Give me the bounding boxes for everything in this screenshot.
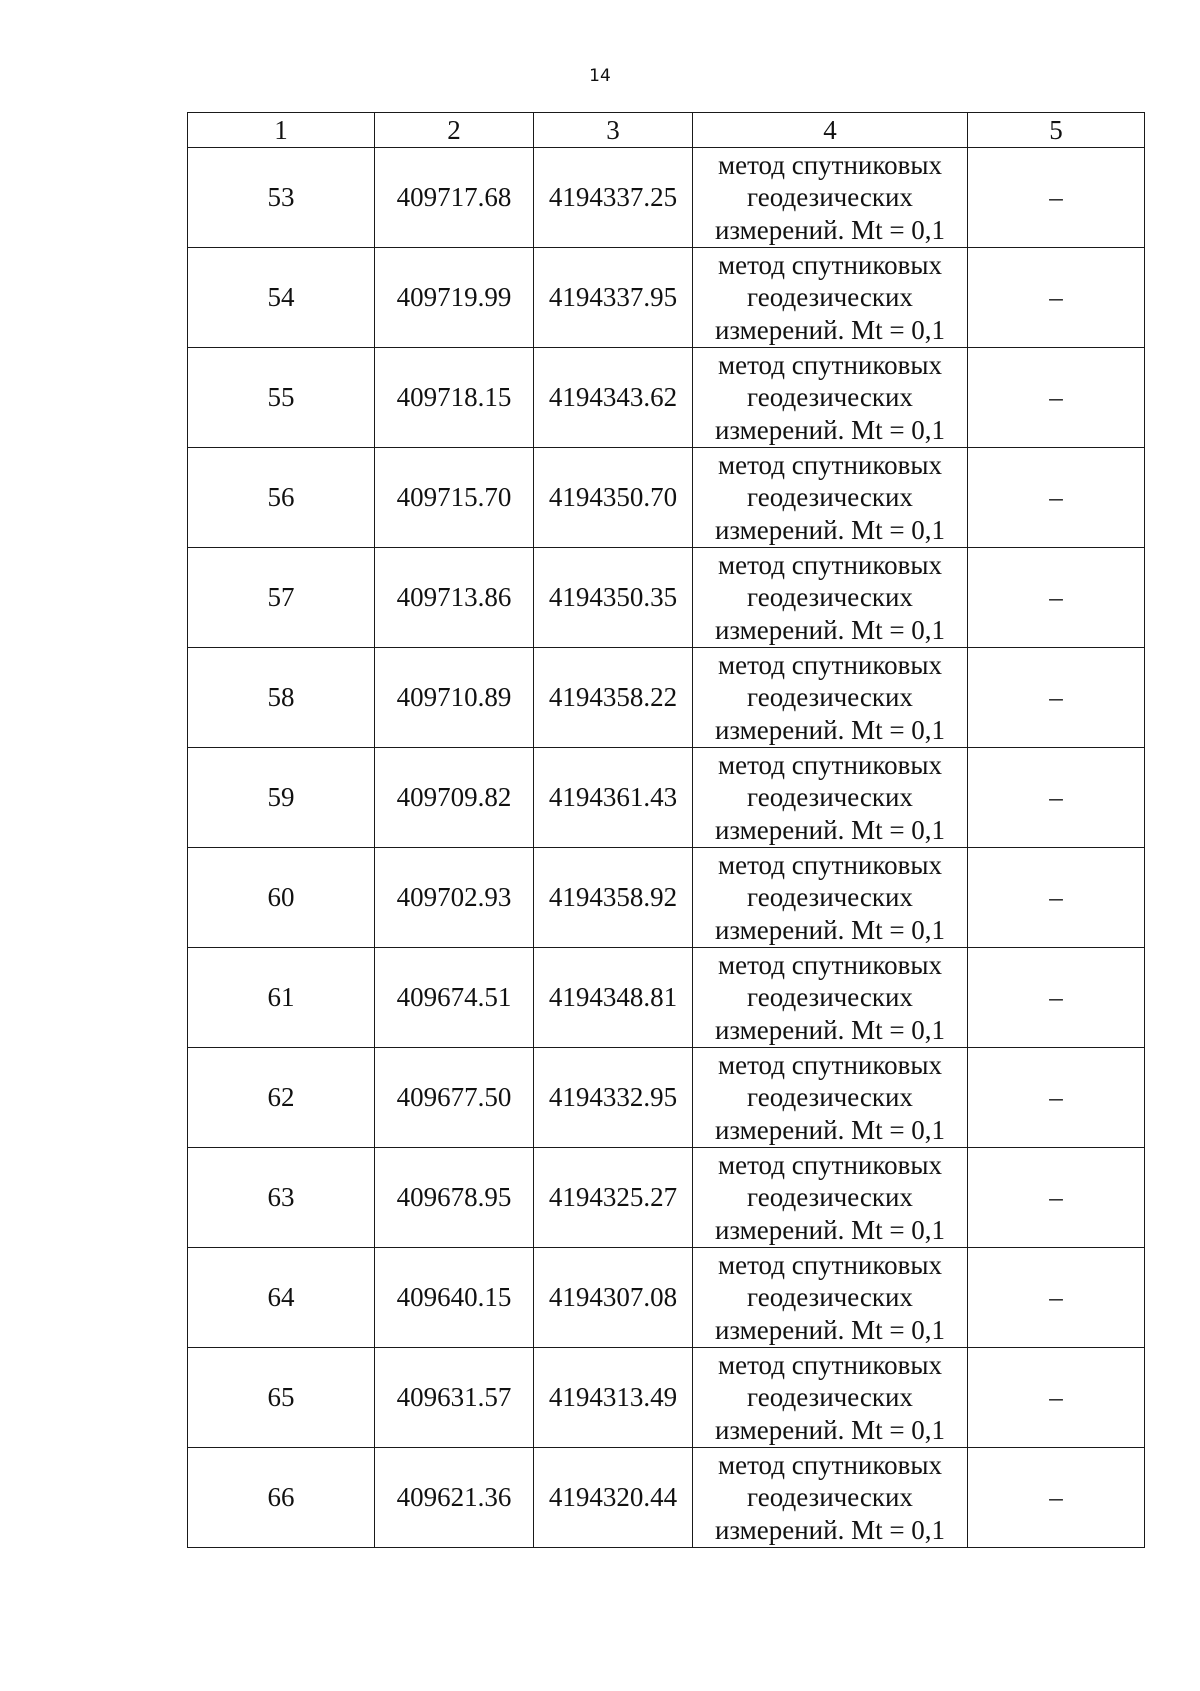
method-cell [693,1448,968,1548]
method-cell [693,1148,968,1248]
note-cell: – [968,248,1145,348]
y-coordinate-cell: 4194358.22 [534,648,693,748]
table-row [188,748,1145,848]
method-cell [693,1348,968,1448]
method-cell [693,348,968,448]
note-cell: – [968,848,1145,948]
y-coordinate-cell: 4194337.25 [534,148,693,248]
note-cell: – [968,648,1145,748]
method-line: метод спутниковых [718,1249,942,1280]
table-row [188,1048,1145,1148]
method-line: метод спутниковых [718,1349,942,1380]
method-line: измерений. Mt = 0,1 [714,1314,946,1345]
column-header-1: 1 [188,113,375,148]
point-number-cell: 66 [188,1448,375,1548]
method-cell [693,548,968,648]
y-coordinate-cell: 4194350.35 [534,548,693,648]
table-row [188,348,1145,448]
table-row [188,1248,1145,1348]
column-header-4: 4 [693,113,968,148]
table-row [188,1348,1145,1448]
x-coordinate-cell: 409713.86 [375,548,534,648]
y-coordinate-cell: 4194332.95 [534,1048,693,1148]
note-cell: – [968,1348,1145,1448]
x-coordinate-cell: 409640.15 [375,1248,534,1348]
note-cell: – [968,348,1145,448]
method-cell [693,448,968,548]
method-line: геодезических [747,982,913,1013]
x-coordinate-cell: 409715.70 [375,448,534,548]
point-number-cell: 59 [188,748,375,848]
table-row [188,948,1145,1048]
note-cell: – [968,1448,1145,1548]
method-line: геодезических [747,182,913,213]
method-line: геодезических [747,282,913,313]
note-cell: – [968,1048,1145,1148]
point-number-cell: 63 [188,1148,375,1248]
y-coordinate-cell: 4194343.62 [534,348,693,448]
point-number-cell: 64 [188,1248,375,1348]
x-coordinate-cell: 409710.89 [375,648,534,748]
y-coordinate-cell: 4194358.92 [534,848,693,948]
note-cell: – [968,748,1145,848]
method-line: измерений. Mt = 0,1 [714,614,946,645]
method-line: метод спутниковых [718,849,942,880]
x-coordinate-cell: 409631.57 [375,1348,534,1448]
method-line: геодезических [747,1182,913,1213]
method-line: измерений. Mt = 0,1 [714,1414,946,1445]
method-line: метод спутниковых [718,749,942,780]
method-cell [693,948,968,1048]
method-line: измерений. Mt = 0,1 [714,314,946,345]
table-row [188,248,1145,348]
y-coordinate-cell: 4194325.27 [534,1148,693,1248]
method-line: метод спутниковых [718,1149,942,1180]
method-line: измерений. Mt = 0,1 [714,914,946,945]
method-cell [693,248,968,348]
method-line: геодезических [747,382,913,413]
x-coordinate-cell: 409719.99 [375,248,534,348]
x-coordinate-cell: 409709.82 [375,748,534,848]
method-line: измерений. Mt = 0,1 [714,1014,946,1045]
column-header-5: 5 [968,113,1145,148]
note-cell: – [968,948,1145,1048]
method-line: геодезических [747,1282,913,1313]
table-row [188,648,1145,748]
point-number-cell: 58 [188,648,375,748]
coordinates-table [187,112,1145,1548]
method-line: измерений. Mt = 0,1 [714,814,946,845]
method-line: измерений. Mt = 0,1 [714,214,946,245]
method-line: измерений. Mt = 0,1 [714,714,946,745]
method-line: метод спутниковых [718,249,942,280]
method-cell [693,748,968,848]
method-line: метод спутниковых [718,949,942,980]
point-number-cell: 61 [188,948,375,1048]
method-line: метод спутниковых [718,449,942,480]
method-line: измерений. Mt = 0,1 [714,1114,946,1145]
method-line: метод спутниковых [718,549,942,580]
table-header-row [188,113,1145,148]
table-row [188,1448,1145,1548]
x-coordinate-cell: 409678.95 [375,1148,534,1248]
method-line: измерений. Mt = 0,1 [714,414,946,445]
x-coordinate-cell: 409702.93 [375,848,534,948]
y-coordinate-cell: 4194337.95 [534,248,693,348]
column-header-2: 2 [375,113,534,148]
method-line: измерений. Mt = 0,1 [714,514,946,545]
method-cell [693,1248,968,1348]
point-number-cell: 57 [188,548,375,648]
method-cell [693,648,968,748]
x-coordinate-cell: 409677.50 [375,1048,534,1148]
table-row [188,448,1145,548]
point-number-cell: 54 [188,248,375,348]
x-coordinate-cell: 409621.36 [375,1448,534,1548]
method-cell [693,148,968,248]
method-line: метод спутниковых [718,649,942,680]
point-number-cell: 55 [188,348,375,448]
method-line: геодезических [747,582,913,613]
method-line: метод спутниковых [718,349,942,380]
method-cell [693,848,968,948]
method-line: геодезических [747,1482,913,1513]
y-coordinate-cell: 4194307.08 [534,1248,693,1348]
x-coordinate-cell: 409718.15 [375,348,534,448]
method-cell [693,1048,968,1148]
note-cell: – [968,1148,1145,1248]
point-number-cell: 60 [188,848,375,948]
method-line: метод спутниковых [718,1449,942,1480]
page-number: 14 [589,66,611,86]
method-line: геодезических [747,1382,913,1413]
point-number-cell: 65 [188,1348,375,1448]
method-line: геодезических [747,782,913,813]
method-line: измерений. Mt = 0,1 [714,1214,946,1245]
note-cell: – [968,148,1145,248]
column-header-3: 3 [534,113,693,148]
method-line: геодезических [747,882,913,913]
y-coordinate-cell: 4194361.43 [534,748,693,848]
method-line: геодезических [747,682,913,713]
note-cell: – [968,448,1145,548]
x-coordinate-cell: 409717.68 [375,148,534,248]
x-coordinate-cell: 409674.51 [375,948,534,1048]
point-number-cell: 53 [188,148,375,248]
note-cell: – [968,548,1145,648]
method-line: геодезических [747,482,913,513]
table-row [188,848,1145,948]
y-coordinate-cell: 4194320.44 [534,1448,693,1548]
table-row [188,1148,1145,1248]
point-number-cell: 62 [188,1048,375,1148]
table-row [188,548,1145,648]
y-coordinate-cell: 4194313.49 [534,1348,693,1448]
note-cell: – [968,1248,1145,1348]
table-row [188,148,1145,248]
y-coordinate-cell: 4194348.81 [534,948,693,1048]
y-coordinate-cell: 4194350.70 [534,448,693,548]
method-line: метод спутниковых [718,1049,942,1080]
point-number-cell: 56 [188,448,375,548]
method-line: геодезических [747,1082,913,1113]
method-line: измерений. Mt = 0,1 [714,1514,946,1545]
table-body [188,148,1145,1548]
method-line: метод спутниковых [718,149,942,180]
